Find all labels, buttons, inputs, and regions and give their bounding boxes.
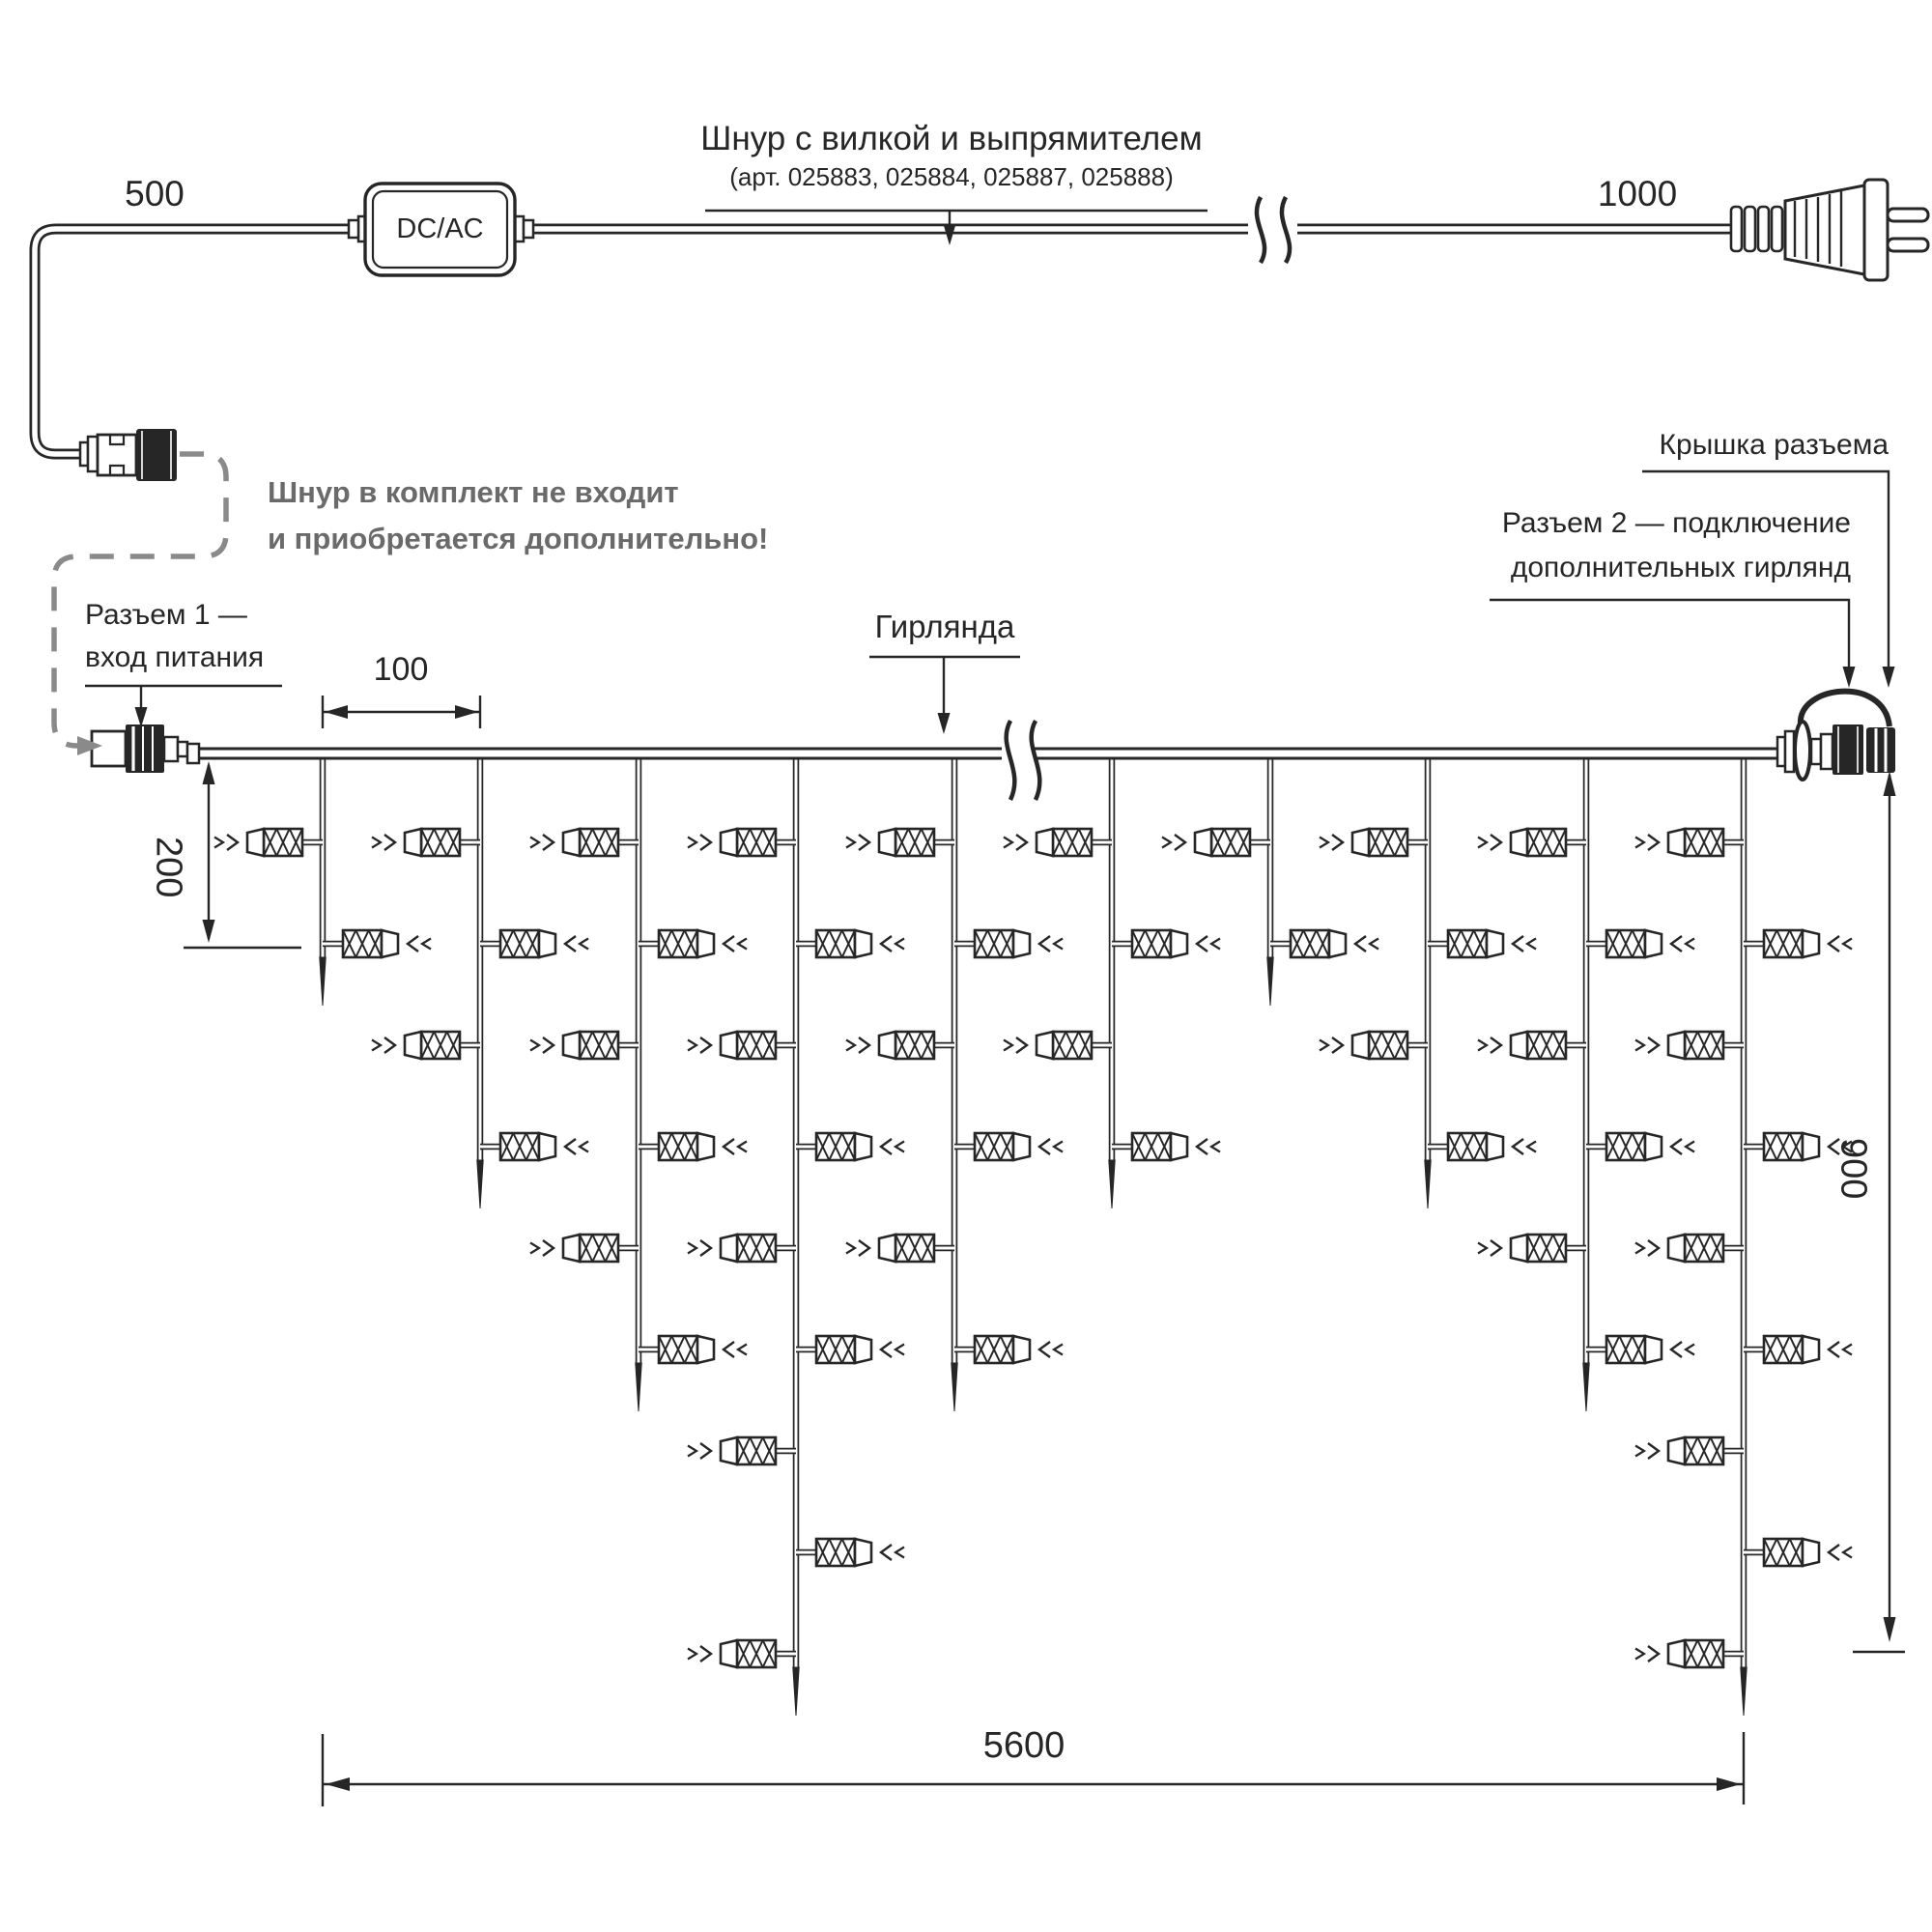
led-bulb-icon <box>1586 1336 1694 1363</box>
connector-cap-icon <box>1866 727 1895 773</box>
wire-break-icon <box>1032 721 1040 800</box>
led-bulb-icon <box>1744 1539 1852 1566</box>
led-bulb-icon <box>639 1133 747 1160</box>
garland-drop <box>214 757 431 1006</box>
dim-500-label: 500 <box>125 174 185 213</box>
connector2-label-line2: дополнительных гирлянд <box>1510 552 1851 583</box>
led-bulb-icon <box>1320 1032 1428 1059</box>
led-bulb-icon <box>372 829 480 856</box>
power-cord <box>35 229 1733 454</box>
led-bulb-icon <box>1635 829 1744 856</box>
led-bulb-icon <box>480 1133 588 1160</box>
led-bulb-icon <box>1635 1640 1744 1667</box>
led-bulb-icon <box>1428 1133 1536 1160</box>
dim-900-label: 900 <box>1833 1138 1874 1200</box>
garland-drop <box>1635 757 1852 1716</box>
led-bulb-icon <box>530 829 639 856</box>
led-bulb-icon <box>846 1235 954 1262</box>
led-bulb-icon <box>796 1539 904 1566</box>
led-bulb-icon <box>323 930 431 957</box>
led-bulb-icon <box>1586 1133 1694 1160</box>
wire-break-icon <box>1007 721 1015 800</box>
led-bulb-icon <box>954 1133 1063 1160</box>
garland-drop <box>846 757 1063 1411</box>
led-bulb-icon <box>372 1032 480 1059</box>
cord-subtitle: (арт. 025883, 025884, 025887, 025888) <box>729 162 1174 191</box>
led-bulb-icon <box>1635 1235 1744 1262</box>
led-bulb-icon <box>688 1437 796 1464</box>
dcac-label: DC/AC <box>396 213 484 244</box>
led-bulb-icon <box>1320 829 1428 856</box>
led-bulb-icon <box>796 1336 904 1363</box>
connector2-label-line1: Разъем 2 — подключение <box>1501 507 1851 539</box>
dimension-marks <box>184 696 1905 1806</box>
led-bulb-icon <box>688 1032 796 1059</box>
led-bulb-icon <box>954 930 1063 957</box>
led-bulb-icon <box>1744 930 1852 957</box>
note-line2: и приобретается дополнительно! <box>268 522 769 555</box>
dim-100-label: 100 <box>373 651 429 688</box>
led-bulb-icon <box>688 829 796 856</box>
connector1-label-line1: Разъем 1 — <box>85 599 247 631</box>
led-bulb-icon <box>639 1336 747 1363</box>
led-bulb-icon <box>1744 1336 1852 1363</box>
led-bulb-icon <box>1162 829 1270 856</box>
output-connector-icon <box>1777 692 1895 780</box>
led-bulb-icon <box>480 930 588 957</box>
garland-drop <box>688 757 904 1716</box>
dim-1000-label: 1000 <box>1597 174 1678 213</box>
led-bulb-icon <box>1004 1032 1112 1059</box>
garland-wire <box>198 721 1780 800</box>
led-bulb-icon <box>846 1032 954 1059</box>
garland-drop <box>1478 757 1694 1411</box>
led-bulb-icon <box>1478 1235 1586 1262</box>
led-bulb-icon <box>954 1336 1063 1363</box>
dim-200-label: 200 <box>148 837 189 898</box>
led-bulb-icon <box>639 930 747 957</box>
led-bulb-icon <box>530 1235 639 1262</box>
cord-break-icon <box>1257 197 1290 263</box>
led-bulb-icon <box>1478 829 1586 856</box>
connector1-label-line2: вход питания <box>85 641 265 673</box>
note-line1: Шнур в комплект не входит <box>268 475 679 509</box>
garland-label: Гирлянда <box>874 609 1015 644</box>
led-bulb-icon <box>1478 1032 1586 1059</box>
led-bulb-icon <box>1270 930 1378 957</box>
cap-label: Крышка разъема <box>1659 429 1889 461</box>
led-bulb-icon <box>846 829 954 856</box>
garland-drop <box>1162 757 1378 1006</box>
garland-drop <box>1320 757 1536 1208</box>
led-bulb-icon <box>1428 930 1536 957</box>
input-connector-icon <box>92 724 199 773</box>
power-plug-icon <box>1731 180 1928 280</box>
garland-drop <box>372 757 588 1208</box>
cord-title: Шнур с вилкой и выпрямителем <box>700 120 1203 157</box>
cord-connector-icon <box>80 429 177 481</box>
led-bulb-icon <box>796 930 904 957</box>
led-bulb-icon <box>796 1133 904 1160</box>
led-bulb-icon <box>688 1235 796 1262</box>
led-bulb-icon <box>214 829 323 856</box>
led-bulb-icon <box>530 1032 639 1059</box>
garland-drop <box>530 757 747 1411</box>
led-bulb-icon <box>688 1640 796 1667</box>
led-bulb-icon <box>1635 1032 1744 1059</box>
led-bulb-icon <box>1635 1437 1744 1464</box>
led-bulb-icon <box>1004 829 1112 856</box>
dim-5600-label: 5600 <box>982 1725 1065 1766</box>
garland-drop <box>1004 757 1220 1208</box>
led-bulb-icon <box>1112 930 1220 957</box>
led-bulb-icon <box>1112 1133 1220 1160</box>
led-bulb-icon <box>1586 930 1694 957</box>
